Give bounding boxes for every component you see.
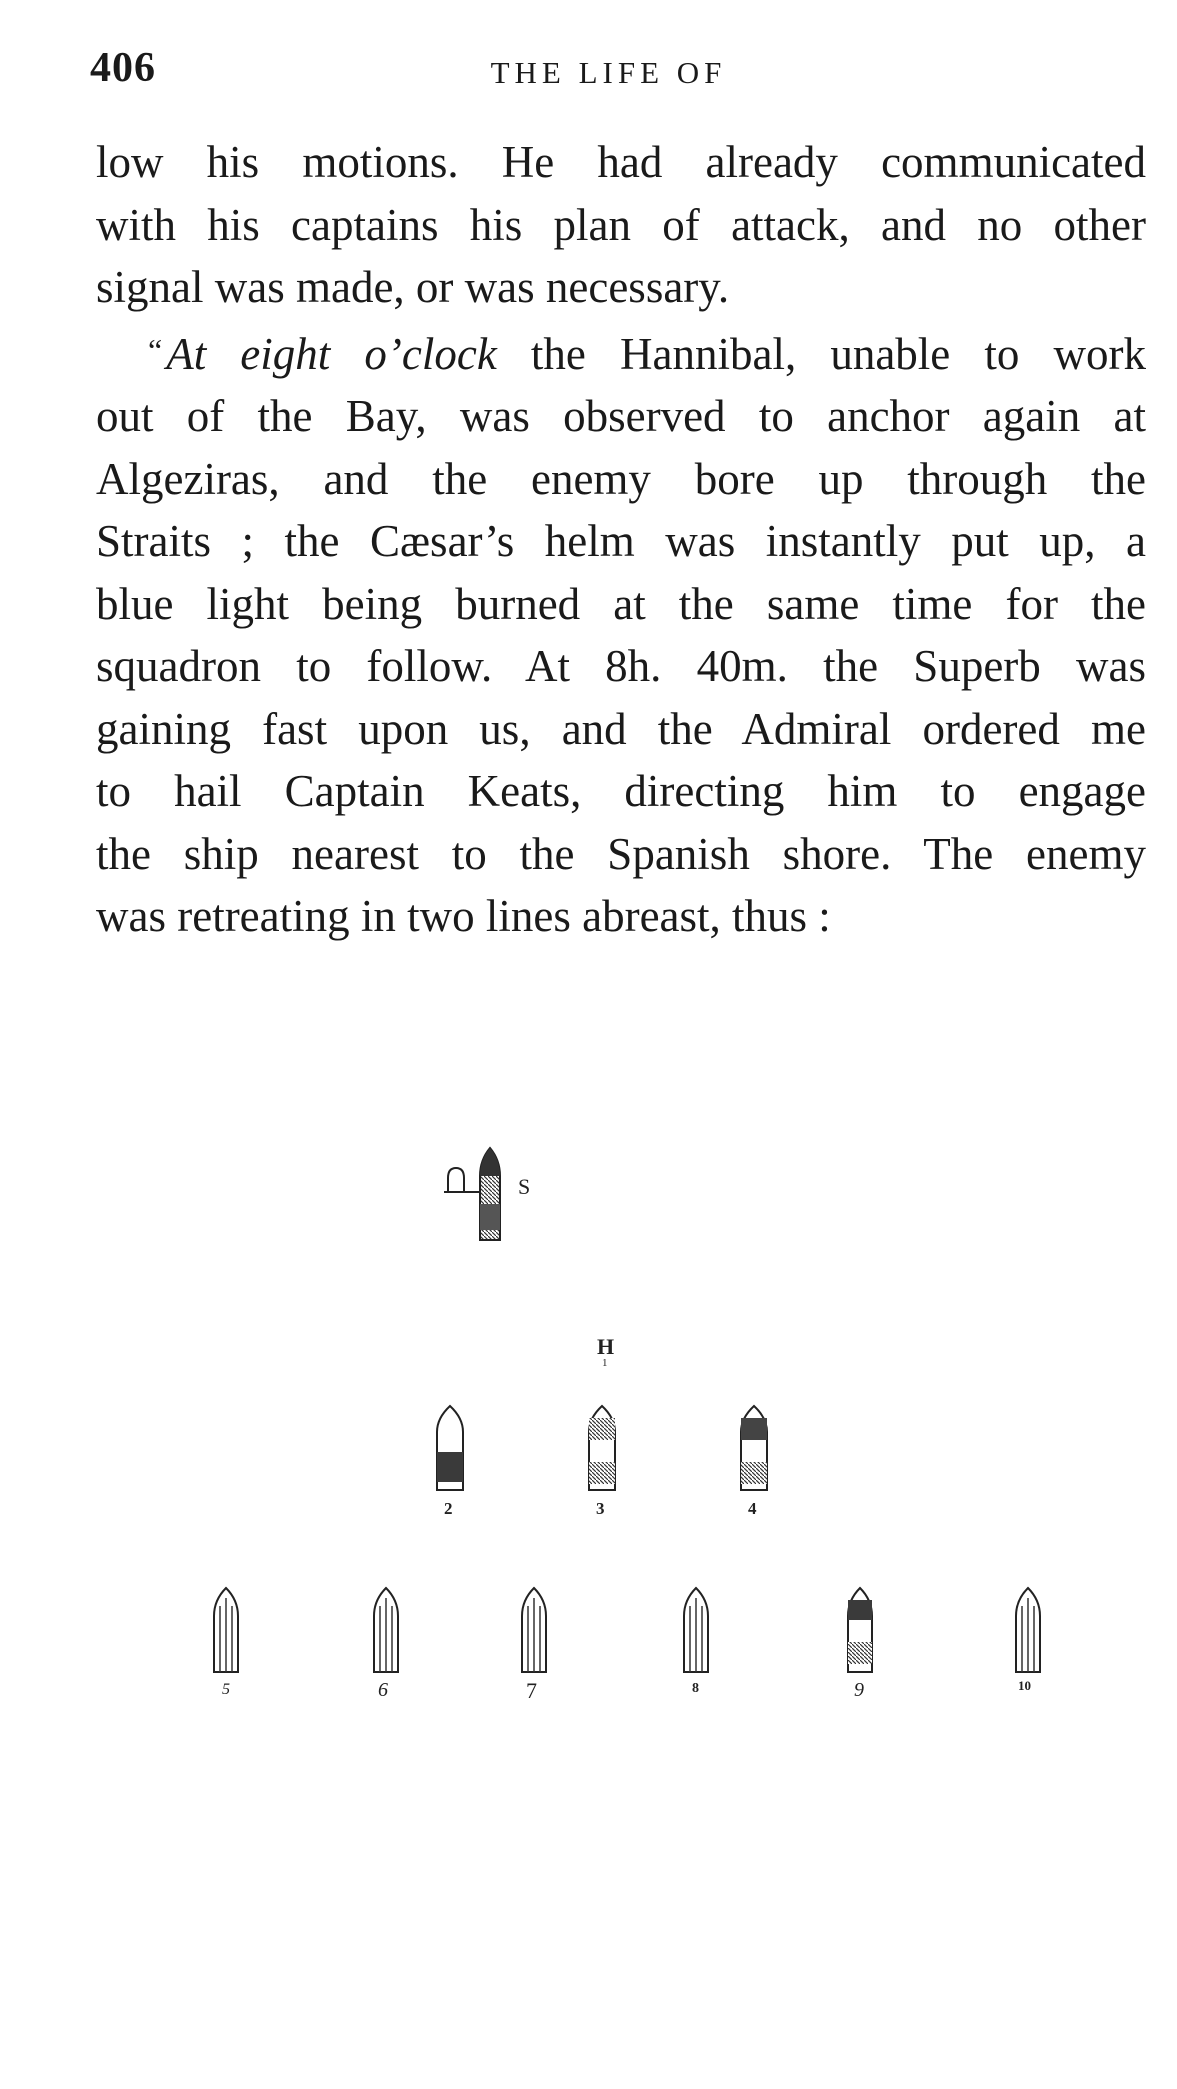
ship-label: 2	[444, 1499, 453, 1518]
ship-label: H	[597, 1334, 615, 1359]
ship-label: 10	[1018, 1678, 1031, 1693]
ship-label: 8	[692, 1681, 699, 1696]
ship-7	[522, 1588, 546, 1703]
text-line: blue light being burned at the same time for the	[96, 578, 1146, 629]
ship-label: 9	[854, 1679, 864, 1701]
text-line: with his captains his plan of attack, and no other	[96, 199, 1146, 250]
ship-3	[589, 1406, 615, 1518]
ship-h-marker	[597, 1334, 614, 1369]
ship-sublabel: 1	[602, 1357, 608, 1369]
ship-label: 5	[222, 1681, 230, 1698]
ship-label: 3	[596, 1499, 605, 1518]
text-line: Algeziras, and the enemy bore up through the	[96, 453, 1146, 504]
ship-label: 7	[526, 1678, 537, 1703]
ship-10	[1016, 1588, 1040, 1693]
text-line: signal was made, or was necessary.	[96, 262, 730, 312]
ship-5	[214, 1588, 238, 1698]
ship-s	[444, 1148, 530, 1240]
ship-8	[684, 1588, 708, 1696]
italic-phrase: At eight o’clock	[166, 328, 497, 379]
running-head: THE LIFE OF	[490, 55, 727, 90]
ship-label: 6	[378, 1679, 388, 1701]
quote-line-rest: the Hannibal, unable to work	[496, 328, 1146, 379]
ship-label: S	[518, 1174, 531, 1199]
text-line: the ship nearest to the Spanish shore. The enemy	[96, 828, 1146, 879]
ship-2	[437, 1406, 463, 1518]
open-quote-mark: “	[148, 331, 163, 368]
text-line: squadron to follow. At 8h. 40m. the Superb was	[96, 641, 1146, 691]
text-line: to hail Captain Keats, directing him to engage	[96, 766, 1146, 816]
ship-label: 4	[748, 1499, 757, 1518]
ship-9	[848, 1588, 872, 1701]
text-line: low his motions. He had already communicated	[96, 137, 1146, 187]
text-line: Straits ; the Cæsar’s helm was instantly put up, a	[96, 516, 1146, 566]
ship-4	[741, 1406, 767, 1518]
text-line: out of the Bay, was observed to anchor again at	[96, 391, 1146, 441]
page-number: 406	[90, 45, 156, 91]
text-line: was retreating in two lines abreast, thus :	[96, 891, 831, 941]
text-line: gaining fast upon us, and the Admiral ordered me	[96, 703, 1146, 754]
ship-6	[374, 1588, 398, 1701]
